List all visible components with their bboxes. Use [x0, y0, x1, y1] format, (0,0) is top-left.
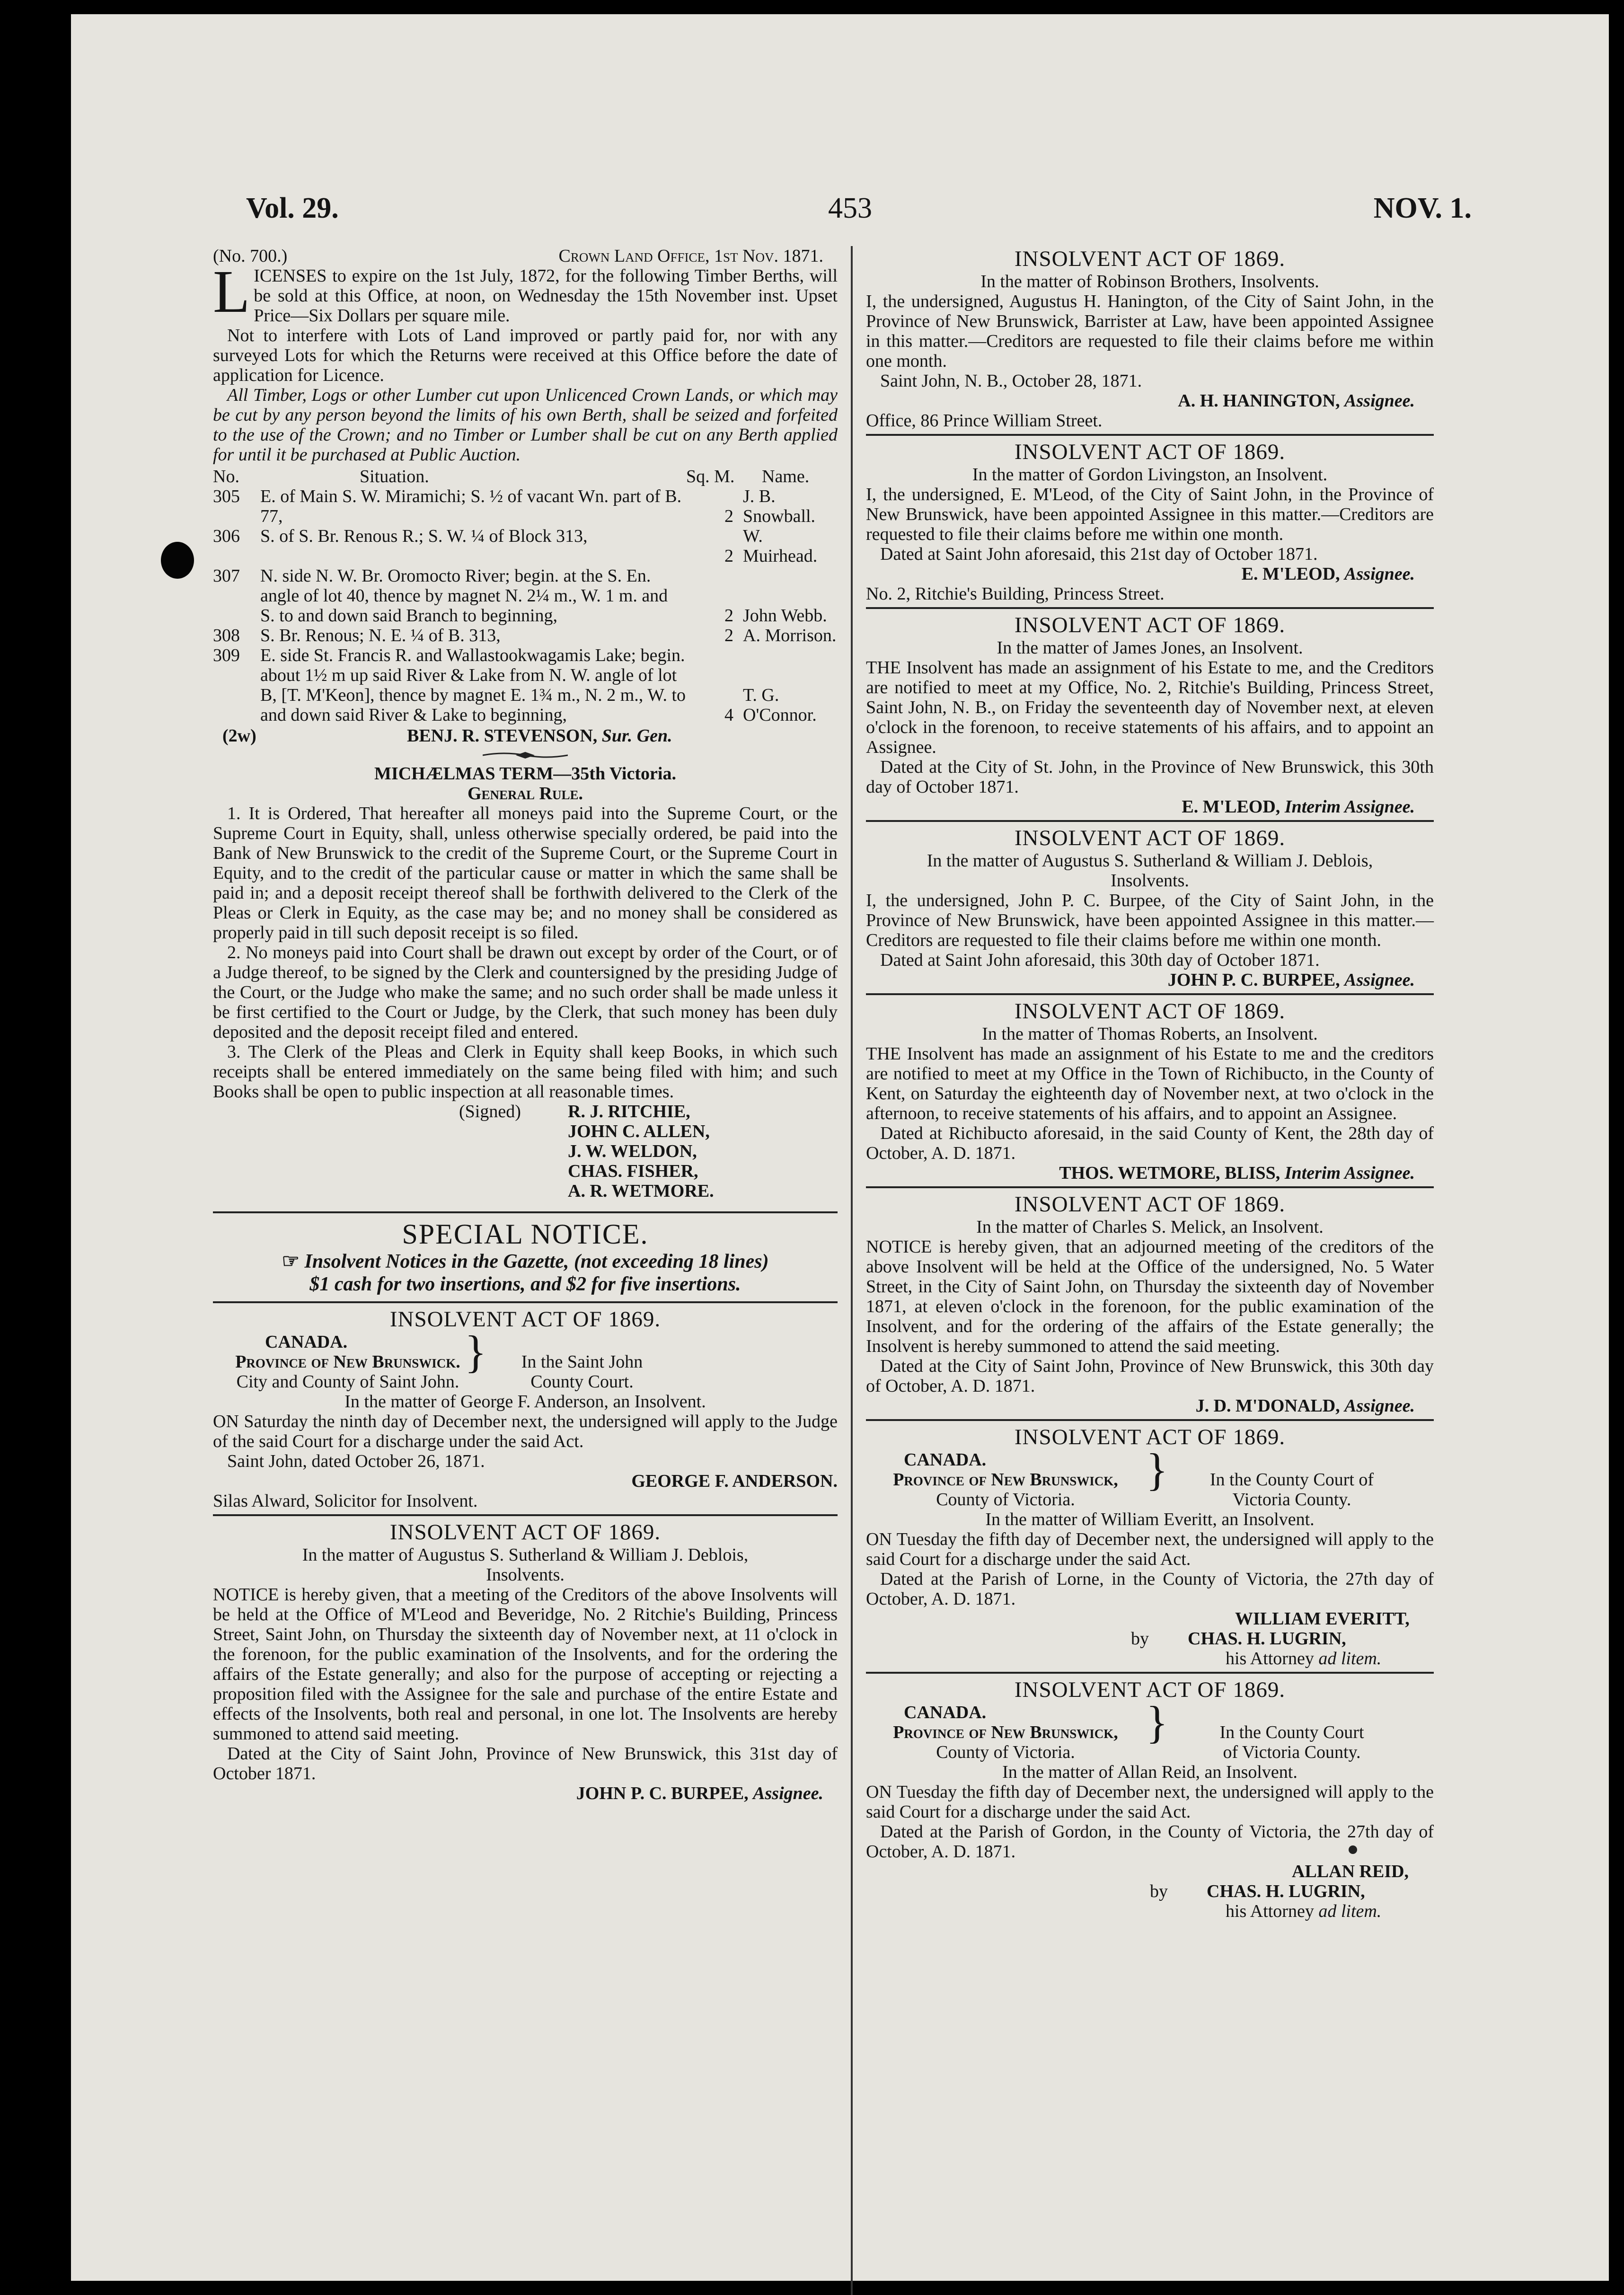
- berth-row: [213, 486, 838, 526]
- issue-date: NOV. 1.: [1373, 192, 1472, 224]
- assignee-name: JOHN P. C. BURPEE,: [1167, 970, 1340, 990]
- berth-sq: 2: [724, 546, 733, 566]
- notice-body: I, the undersigned, E. M'Leod, of the City of Saint John, in the Province of New Brunswick, have been appointed Assignee in this matter.—Creditors are requested to file their claims before me within one month.: [866, 485, 1434, 544]
- surveyor-general-name: [407, 726, 672, 746]
- assignee-name: E. M'LEOD,: [1182, 797, 1280, 817]
- judge-name: A. R. WETMORE.: [568, 1181, 714, 1201]
- act-title: INSOLVENT ACT OF 1869.: [1014, 999, 1286, 1024]
- berth-no: 306: [213, 526, 240, 546]
- notice-body: NOTICE is hereby given, that a meeting of the Creditors of the above Insolvents will be held at the Office of M'Leod and Beveridge, No. 2 Ritchie's Building, Princess Street, Saint John, on Thursday the sixteenth day of November next, at 11 o'clock in the forenoon, for the public examination of the Insolvents, and for the ordering the affairs of the Estate generally; and also for the purpose of accepting or rejecting a proposition filed with the Assignee for the sale and purchase of the entire Estate and effects of the Insolvents, both real and personal, in one lot. The Insolvents are hereby summoned to attend said meeting.: [213, 1585, 838, 1744]
- sutherland-meeting-notice: [213, 1519, 838, 1803]
- city-label: City and County of Saint John.: [236, 1372, 459, 1392]
- matter-line-2: Insolvents.: [486, 1565, 565, 1585]
- act-title: INSOLVENT ACT OF 1869.: [1014, 247, 1286, 271]
- court-line-2: County Court.: [530, 1372, 634, 1392]
- dated-line: Dated at Richibucto aforesaid, in the said County of Kent, the 28th day of October, A. D. 1871.: [866, 1123, 1434, 1163]
- court-heading: [866, 1444, 1415, 1509]
- act-title: INSOLVENT ACT OF 1869.: [389, 1307, 661, 1332]
- act-title: INSOLVENT ACT OF 1869.: [1014, 1192, 1286, 1217]
- assignee-name: A. H. HANINGTON,: [1178, 391, 1340, 411]
- province-label: Province of New Brunswick.: [235, 1352, 460, 1372]
- notice-body: THE Insolvent has made an assignment of his Estate to me and the creditors are notified to meet at my Office in the Town of Richibucto, in the County of Kent, on Saturday the eighteenth day of November next, at two o'clock in the afternoon, to receive statements of his affairs, and to appoint an Assignee.: [866, 1044, 1434, 1123]
- berth-situation: E. side St. Francis R. and Wallastookwagamis Lake; begin. about 1½ m up said River & Lake from N. W. angle of lot B, [T. M'Keon], thence by magnet E. 1¾ m., N. 2 m., W. to and down said River & Lake to beginning,: [260, 645, 686, 725]
- berth-sq: 2: [724, 506, 733, 526]
- jurisdiction: [866, 1450, 1145, 1509]
- dated-line: Saint John, N. B., October 28, 1871.: [880, 371, 1142, 391]
- court-line-1: In the County Court of: [1209, 1470, 1374, 1490]
- assignee-role: Interim Assignee.: [1284, 797, 1415, 817]
- page-number: 453: [828, 192, 872, 224]
- insolvent-name: WILLIAM EVERITT,: [1235, 1609, 1410, 1629]
- col-situation: Situation.: [360, 467, 429, 486]
- col-no: No.: [213, 467, 239, 486]
- ad-litem-label: ad litem.: [1318, 1649, 1382, 1668]
- special-notice: [213, 1218, 838, 1296]
- special-notice-line-1: [213, 1250, 838, 1273]
- surveyor-name: BENJ. R. STEVENSON,: [407, 726, 598, 746]
- col-name: Name.: [762, 467, 810, 486]
- special-notice-text-1: Insolvent Notices in the Gazette, (not exceeding 18 lines): [304, 1251, 769, 1272]
- act-title: INSOLVENT ACT OF 1869.: [1014, 613, 1286, 637]
- matter-line: In the matter of Gordon Livingston, an Insolvent.: [972, 465, 1328, 485]
- assignee-role: Assignee.: [753, 1783, 823, 1803]
- assignee-signature: [866, 1396, 1434, 1416]
- berth-name: John Webb.: [743, 606, 827, 626]
- berth-row: [213, 566, 838, 626]
- notice-number: (No. 700.): [213, 246, 288, 266]
- dated-line: Dated at the City of Saint John, Province of New Brunswick, this 31st day of October 1871.: [213, 1744, 838, 1783]
- sutherland-assignee-notice: [866, 825, 1434, 990]
- assignee-signature: [866, 970, 1434, 990]
- assignee-name: THOS. WETMORE, BLISS,: [1059, 1163, 1280, 1183]
- brace-glyph: }: [464, 1326, 487, 1377]
- canada-label: CANADA.: [265, 1332, 348, 1352]
- berth-row: [213, 626, 838, 645]
- matter-line: In the matter of Thomas Roberts, an Insolvent.: [982, 1024, 1318, 1044]
- berths-table: [213, 467, 838, 725]
- reid-notice: [866, 1677, 1434, 1921]
- notice-body: NOTICE is hereby given, that an adjourned meeting of the creditors of the above Insolvent will be held at the Office of the undersigned, No. 5 Water Street, in the City of Saint John, on Thursday the sixteenth day of November 1871, at eleven o'clock in the forenoon, for the public examination of the Insolvent, and for the ordering of the affairs of the Estate generally; the Insolvent is hereby summoned to attend the said meeting.: [866, 1237, 1434, 1356]
- divider-ornament: [483, 750, 568, 760]
- col-sq: Sq. M.: [686, 467, 735, 486]
- province-label: Province of New Brunswick,: [893, 1722, 1118, 1742]
- attorney-name: CHAS. H. LUGRIN,: [1207, 1881, 1365, 1901]
- by-label: by: [1150, 1881, 1168, 1901]
- court-line-1: In the Saint John: [521, 1352, 643, 1372]
- assignee-name: J. D. M'DONALD,: [1195, 1396, 1340, 1416]
- berth-row: [213, 526, 838, 566]
- court-name: [1169, 1450, 1415, 1509]
- berth-name: T. G. O'Connor.: [743, 685, 817, 725]
- attorney-line: [1226, 1649, 1381, 1668]
- left-column: [213, 246, 838, 1803]
- court-line-2: Victoria County.: [1232, 1490, 1351, 1509]
- dated-line: Dated at the City of Saint John, Province of New Brunswick, this 30th day of October, A. D. 1871.: [866, 1356, 1434, 1396]
- berth-no: 309: [213, 645, 240, 665]
- insolvent-name: ALLAN REID,: [1292, 1862, 1409, 1881]
- berth-sq: 4: [724, 705, 733, 725]
- pointing-hand-icon: ☞: [282, 1251, 300, 1272]
- canada-label: CANADA.: [904, 1703, 987, 1722]
- right-column: [866, 246, 1434, 1921]
- assignee-name: E. M'LEOD,: [1241, 564, 1340, 584]
- assignee-signature: [866, 391, 1434, 411]
- county-label: County of Victoria.: [936, 1742, 1075, 1762]
- licence-paragraph-3: All Timber, Logs or other Lumber cut upon Unlicenced Crown Lands, or which may be cut by any person beyond the limits of his own Berth, shall be seized and forfeited to the use of the Crown; and no Timber or Lumber shall be cut on any Berth applied for until it be purchased at Public Auction.: [213, 385, 838, 465]
- signed-label: (Signed): [459, 1102, 521, 1121]
- assignee-role: Assignee.: [1344, 391, 1415, 411]
- livingston-notice: [866, 439, 1434, 604]
- county-label: County of Victoria.: [936, 1490, 1075, 1509]
- berth-row: [213, 645, 838, 725]
- berth-situation: S. Br. Renous; N. E. ¼ of B. 313,: [260, 626, 501, 645]
- rule-paragraph-2: 2. No moneys paid into Court shall be drawn out except by order of the Court, or of a Judge thereof, to be signed by the Clerk and countersigned by the presiding Judge of the Court, or the Judge who make the same; and no such order shall be made unless it be first certified to the Court or Judge, by the Clerk, that such money has been duly deposited and the deposit receipt filed and entered.: [213, 943, 838, 1042]
- dated-line: Saint John, dated October 26, 1871.: [227, 1451, 485, 1471]
- act-title: INSOLVENT ACT OF 1869.: [1014, 1677, 1286, 1702]
- berth-situation: S. of S. Br. Renous R.; S. W. ¼ of Block 313,: [260, 526, 588, 546]
- attorney-label: his Attorney: [1226, 1649, 1314, 1668]
- section-rule: [866, 820, 1434, 822]
- office-address: Office, 86 Prince William Street.: [866, 411, 1103, 431]
- jurisdiction: [232, 1332, 464, 1392]
- assignee-signature: [213, 1783, 838, 1803]
- berth-sq: 2: [724, 606, 733, 626]
- matter-line: In the matter of James Jones, an Insolvent.: [997, 638, 1303, 658]
- assignee-name: JOHN P. C. BURPEE,: [576, 1783, 749, 1803]
- section-rule: [866, 1419, 1434, 1421]
- jurisdiction: [866, 1703, 1145, 1762]
- act-title: INSOLVENT ACT OF 1869.: [1014, 826, 1286, 850]
- special-notice-title: SPECIAL NOTICE.: [402, 1218, 649, 1250]
- judge-name: J. W. WELDON,: [568, 1141, 697, 1161]
- attorney-name: CHAS. H. LUGRIN,: [1188, 1629, 1346, 1649]
- punch-hole: [161, 542, 194, 579]
- surveyor-title: Sur. Gen.: [601, 726, 672, 746]
- berth-name: A. Morrison.: [743, 626, 837, 645]
- court-line-1: In the County Court: [1219, 1722, 1364, 1742]
- roberts-notice: [866, 998, 1434, 1183]
- section-rule: [866, 434, 1434, 436]
- act-title: INSOLVENT ACT OF 1869.: [1014, 1425, 1286, 1449]
- section-rule: [213, 1211, 838, 1213]
- term-title: MICHÆLMAS TERM—35th Victoria.: [374, 764, 676, 784]
- court-name: [487, 1332, 677, 1392]
- canada-label: CANADA.: [904, 1450, 987, 1470]
- province-label: Province of New Brunswick,: [893, 1470, 1118, 1490]
- court-name: [1169, 1703, 1415, 1762]
- rule-paragraph-1: 1. It is Ordered, That hereafter all moneys paid into the Supreme Court, or the Supreme Court in Equity, shall, unless otherwise specially ordered, be paid into the Bank of New Brunswick to the credit of the Supreme Court, or the Supreme Court in Equity, and to the credit of the particular cause or matter in which the same shall be paid in; and a deposit receipt thereof shall be forthwith delivered to the Clerk of the Pleas or Clerk in Equity, as the case may be; and no money shall be considered as properly paid in till such deposit receipt is so filed.: [213, 803, 838, 943]
- dated-line: Dated at the City of St. John, in the Province of New Brunswick, this 30th day of October 1871.: [866, 757, 1434, 797]
- matter-line: In the matter of Allan Reid, an Insolvent.: [1002, 1762, 1297, 1782]
- special-notice-line-2: $1 cash for two insertions, and $2 for five insertions.: [309, 1273, 741, 1295]
- term-subtitle: General Rule.: [467, 784, 583, 803]
- berth-situation: N. side N. W. Br. Oromocto River; begin. at the S. En. angle of lot 40, thence by magnet N. 2¼ m., W. 1 m. and S. to and down said Branch to beginning,: [260, 566, 668, 626]
- berth-sq: 2: [724, 626, 733, 645]
- office-address: No. 2, Ritchie's Building, Princess Street.: [866, 584, 1165, 604]
- ad-litem-label: ad litem.: [1318, 1901, 1382, 1921]
- attorney-signature: [866, 1609, 1434, 1668]
- judge-name: CHAS. FISHER,: [568, 1161, 698, 1181]
- berth-name: W. Muirhead.: [743, 526, 818, 566]
- matter-line: In the matter of William Everitt, an Insolvent.: [985, 1509, 1315, 1529]
- column-rule: [851, 246, 853, 2295]
- assignee-signature: [866, 797, 1434, 817]
- notice-body: ON Tuesday the fifth day of December next, the undersigned will apply to the said Court for a discharge under the said Act.: [866, 1529, 1434, 1569]
- assignee-signature: [866, 1163, 1434, 1183]
- notice-body: ON Saturday the ninth day of December next, the undersigned will apply to the Judge of the said Court for a discharge under the said Act.: [213, 1412, 838, 1451]
- act-title: INSOLVENT ACT OF 1869.: [389, 1520, 661, 1545]
- dated-line: Dated at the Parish of Lorne, in the County of Victoria, the 27th day of October, A. D. 1871.: [866, 1569, 1434, 1609]
- court-line-2: of Victoria County.: [1223, 1742, 1361, 1762]
- section-rule: [866, 607, 1434, 609]
- assignee-role: Assignee.: [1344, 564, 1415, 584]
- volume-number: Vol. 29.: [246, 192, 339, 224]
- licence-paragraph-2: Not to interfere with Lots of Land improved or partly paid for, nor with any surveyed Lots for which the Returns were received at this Office before the date of application for Licence.: [213, 326, 838, 385]
- matter-line-1: In the matter of Augustus S. Sutherland & William J. Deblois,: [927, 851, 1373, 871]
- dated-line: Dated at Saint John aforesaid, this 21st day of October 1871.: [880, 544, 1318, 564]
- assignee-role: Interim Assignee.: [1284, 1163, 1415, 1183]
- by-label: by: [1131, 1629, 1149, 1649]
- insertion-mark: (2w): [222, 726, 256, 746]
- notice-body: I, the undersigned, John P. C. Burpee, of the City of Saint John, in the Province of New Brunswick, have been appointed Assignee in this matter.—Creditors are requested to file their claims before me within one month.: [866, 891, 1434, 950]
- judge-name: JOHN C. ALLEN,: [568, 1121, 710, 1141]
- notice-body: I, the undersigned, Augustus H. Hanington, of the City of Saint John, in the Province of New Brunswick, Barrister at Law, have been appointed Assignee in this matter.—Creditors are requested to file their claims before me within one month.: [866, 291, 1434, 371]
- judge-name: R. J. RITCHIE,: [568, 1102, 690, 1121]
- berth-no: 305: [213, 486, 240, 506]
- judges-list: [568, 1102, 714, 1201]
- assignee-role: Assignee.: [1344, 1396, 1415, 1416]
- matter-line-2: Insolvents.: [1111, 871, 1189, 891]
- everitt-notice: [866, 1424, 1434, 1668]
- dated-line: Dated at Saint John aforesaid, this 30th day of October 1871.: [880, 950, 1320, 970]
- rule-paragraph-3: 3. The Clerk of the Pleas and Clerk in Equity shall keep Books, in which such receipts shall be entered immediately on the same being filed with him; and such Books shall be open to public inspection at all reasonable times.: [213, 1042, 838, 1102]
- matter-line: In the matter of Charles S. Melick, an Insolvent.: [976, 1217, 1324, 1237]
- anderson-notice: [213, 1306, 838, 1511]
- brace-glyph: }: [1146, 1697, 1168, 1748]
- dated-line: Dated at the Parish of Gordon, in the County of Victoria, the 27th day of October, A. D. 1871.: [866, 1822, 1434, 1862]
- notice-body: THE Insolvent has made an assignment of his Estate to me, and the Creditors are notified to meet at my Office, No. 2, Ritchie's Building, Princess Street, Saint John, N. B., on Friday the seventeenth day of November next, at eleven o'clock in the forenoon, to receive statements of his affairs, and to appoint an Assignee.: [866, 658, 1434, 757]
- attorney-signature: [866, 1862, 1434, 1921]
- section-rule: [213, 1301, 838, 1303]
- berths-header-row: [213, 467, 838, 486]
- berth-no: 307: [213, 566, 240, 586]
- section-rule: [866, 1186, 1434, 1188]
- berth-no: 308: [213, 626, 240, 645]
- crown-land-notice: [213, 246, 838, 747]
- court-heading: [866, 1697, 1415, 1762]
- page-header: [246, 192, 1472, 230]
- berth-name: J. B. Snowball.: [743, 486, 816, 526]
- attorney-label: his Attorney: [1226, 1901, 1314, 1921]
- assignee-role: Assignee.: [1344, 970, 1415, 990]
- gazette-page: [71, 14, 1609, 2281]
- act-title: INSOLVENT ACT OF 1869.: [1014, 440, 1286, 464]
- insolvent-name: GEORGE F. ANDERSON.: [631, 1471, 838, 1491]
- jones-notice: [866, 612, 1434, 817]
- crown-office-dateline: Crown Land Office, 1st Nov. 1871.: [558, 246, 823, 266]
- section-rule: [866, 993, 1434, 995]
- notice-body: ON Tuesday the fifth day of December next, the undersigned will apply to the said Court for a discharge under the said Act.: [866, 1782, 1434, 1822]
- drop-cap: L: [213, 258, 250, 325]
- section-rule: [866, 1672, 1434, 1674]
- berth-situation: E. of Main S. W. Miramichi; S. ½ of vacant Wn. part of B. 77,: [260, 486, 682, 526]
- licence-lead: ICENSES to expire on the 1st July, 1872, for the following Timber Berths, will be sold at this Office, at noon, on Wednesday the 15th November inst. Upset Price—Six Dollars per square mile.: [254, 266, 838, 326]
- robinson-notice: [866, 246, 1434, 431]
- matter-line: In the matter of George F. Anderson, an Insolvent.: [344, 1392, 706, 1412]
- section-rule: [213, 1514, 838, 1516]
- assignee-signature: [866, 564, 1434, 584]
- melick-notice: [866, 1192, 1434, 1416]
- court-heading: [232, 1326, 677, 1392]
- michaelmas-term-rule: [213, 764, 838, 1205]
- matter-line-1: In the matter of Augustus S. Sutherland & William J. Deblois,: [302, 1545, 749, 1565]
- brace-glyph: }: [1146, 1444, 1168, 1495]
- matter-line: In the matter of Robinson Brothers, Insolvents.: [980, 272, 1319, 291]
- attorney-line: [1226, 1901, 1381, 1921]
- solicitor-line: Silas Alward, Solicitor for Insolvent.: [213, 1491, 478, 1511]
